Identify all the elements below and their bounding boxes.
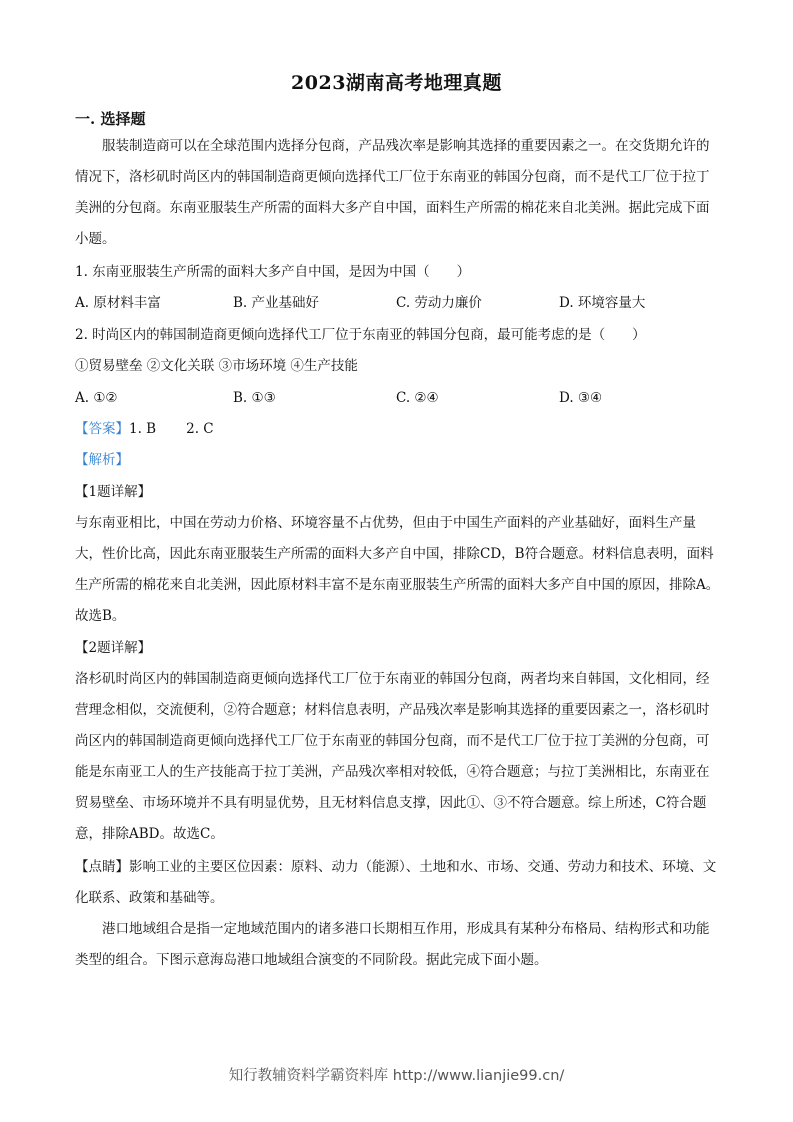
analysis-label: 【解析】 (75, 452, 129, 468)
question-1-options (75, 288, 720, 319)
detail-2-text: 洛杉矶时尚区内的韩国制造商更倾向选择代工厂位于东南亚的韩国分包商，两者均来自韩国，文化相同，经营理念相似，交流便利，②符合题意；材料信息表明，产品残次率是影响其选择的重要因素之一，洛杉矶时尚区内的韩国制造商更倾向选择代工厂位于东南亚的韩国分包商，而不是代工厂位于拉丁美洲的分包商，可能是东南亚工人的生产技能高于拉丁美洲，产品残次率相对较低，④符合题意；与拉丁美洲相比，东南亚在贸易壁垒、市场环境并不具有明显优势，且无材料信息支撑，因此①、③不符合题意。综上所述，C符合题意，排除ABD。故选C。 (75, 671, 710, 842)
passage-2: 港口地域组合是指一定地域范围内的诸多港口长期相互作用，形成具有某种分布格局、结构形式和功能类型的组合。下图示意海岛港口地域组合演变的不同阶段。据此完成下面小题。 (75, 921, 710, 968)
detail-1-text: 与东南亚相比，中国在劳动力价格、环境容量不占优势，但由于中国生产面料的产业基础好，面料生产量大，性价比高，因此东南亚服装生产所需的面料大多产自中国，排除CD，B符合题意。材料信息表明，面料生产所需的棉花来自北美洲，因此原材料丰富不是东南亚服装生产所需的面料大多产自中国的原因，排除A。故选B。 (75, 515, 720, 624)
q1-option-b: B. 产业基础好 (233, 295, 320, 311)
question-2-stem: 2. 时尚区内的韩国制造商更倾向选择代工厂位于东南亚的韩国分包商，最可能考虑的是（ ） (75, 327, 646, 343)
section-heading: 一. 选择题 (75, 110, 146, 128)
q1-option-d: D. 环境容量大 (559, 295, 646, 311)
question-1-stem: 1. 东南亚服装生产所需的面料大多产自中国，是因为中国（ ） (75, 264, 471, 280)
detail-1-label: 【1题详解】 (75, 484, 152, 500)
q2-option-a: A. ①② (75, 390, 118, 406)
tip-block (75, 852, 720, 914)
tip-label: 【点睛】 (75, 859, 129, 875)
q1-option-c: C. 劳动力廉价 (396, 295, 482, 311)
passage-1: 服装制造商可以在全球范围内选择分包商，产品残次率是影响其选择的重要因素之一。在交货期允许的情况下，洛杉矶时尚区内的韩国制造商更倾向选择代工厂位于东南亚的韩国分包商，而不是代工厂位于拉丁美洲的分包商。东南亚服装生产所需的面料大多产自中国，面料生产所需的棉花来自北美洲。据此完成下面小题。 (75, 138, 710, 247)
q1-option-a: A. 原材料丰富 (75, 295, 161, 311)
answer-text: 1. B 2. C (129, 421, 214, 437)
answer-label: 【答案】 (75, 421, 129, 437)
page-title: 2023湖南高考地理真题 (291, 72, 502, 94)
answer-line (75, 414, 214, 445)
q2-option-c: C. ②④ (396, 390, 439, 406)
question-2-items: ①贸易壁垒 ②文化关联 ③市场环境 ④生产技能 (75, 358, 358, 374)
q2-option-b: B. ①③ (233, 390, 276, 406)
q2-option-d: D. ③④ (559, 390, 603, 406)
tip-text: 影响工业的主要区位因素：原料、动力（能源）、土地和水、市场、交通、劳动力和技术、环境、文化联系、政策和基础等。 (75, 859, 717, 906)
footer-watermark: 知行教辅资料学霸资料库 http://www.lianjie99.cn/ (228, 1068, 565, 1084)
question-2-options (75, 383, 720, 414)
detail-2-label: 【2题详解】 (75, 640, 152, 656)
